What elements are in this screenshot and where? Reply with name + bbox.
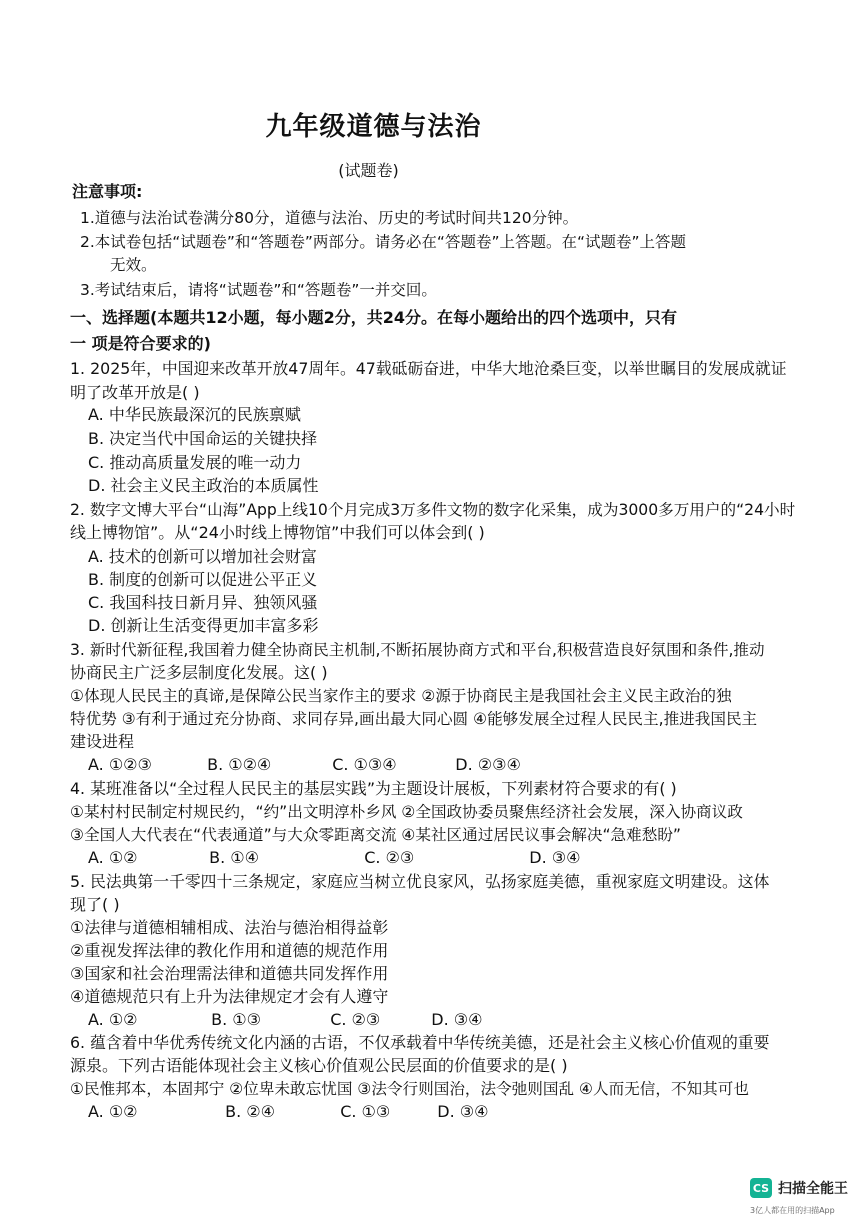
question-1-stem: 明了改革开放是( ) — [70, 383, 200, 402]
choice-a: A. ①② — [88, 1010, 138, 1029]
question-2-option: A. 技术的创新可以增加社会财富 — [88, 547, 317, 566]
notice-heading: 注意事项: — [72, 182, 143, 201]
choice-d: D. ③④ — [431, 1010, 483, 1029]
question-2-option: B. 制度的创新可以促进公平正义 — [88, 570, 318, 589]
section-heading: 一、选择题(本题共12小题，每小题2分，共24分。在每小题给出的四个选项中，只有 — [70, 308, 677, 327]
question-3-stem: 协商民主广泛多层制度化发展。这( ) — [70, 663, 328, 682]
question-4-stem: 4. 某班准备以“全过程人民民主的基层实践”为主题设计展板，下列素材符合要求的有( ) — [70, 779, 677, 798]
question-4-choices — [88, 848, 580, 868]
choice-a: A. ①② — [88, 1102, 138, 1121]
question-3-choices — [88, 755, 521, 775]
choice-c: C. ②③ — [364, 848, 415, 867]
scanner-watermark — [750, 1178, 848, 1198]
question-1-option: A. 中华民族最深沉的民族禀赋 — [88, 405, 301, 424]
choice-b: B. ②④ — [225, 1102, 275, 1121]
question-2-stem: 2. 数字文博大平台“山海”App上线10个月完成3万多件文物的数字化采集，成为3000多万用户的“24小时 — [70, 501, 796, 519]
question-3-statement: 建设进程 — [70, 732, 135, 751]
choice-b: B. ①④ — [209, 848, 259, 867]
notice-item: 2.本试卷包括“试题卷”和“答题卷”两部分。请务必在“答题卷”上答题。在“试题卷”上答题 — [80, 233, 687, 251]
page-title: 九年级道德与法治 — [265, 112, 482, 142]
choice-c: C. ①③④ — [332, 755, 397, 774]
choice-a: A. ①②③ — [88, 755, 152, 774]
question-5-stem: 5. 民法典第一千零四十三条规定，家庭应当树立优良家风，弘扬家庭美德，重视家庭文明建设。这体 — [70, 872, 770, 891]
question-5-stem: 现了( ) — [70, 895, 120, 914]
question-6-stem: 6. 蕴含着中华优秀传统文化内涵的古语，不仅承载着中华传统美德，还是社会主义核心价值观的重要 — [70, 1033, 770, 1052]
choice-c: C. ②③ — [330, 1010, 381, 1029]
notice-item: 1.道德与法治试卷满分80分，道德与法治、历史的考试时间共120分钟。 — [80, 209, 579, 227]
notice-item: 3.考试结束后，请将“试题卷”和“答题卷”一并交回。 — [80, 281, 437, 299]
question-6-stem: 源泉。下列古语能体现社会主义核心价值观公民层面的价值要求的是( ) — [70, 1056, 568, 1075]
question-6-choices — [88, 1102, 488, 1122]
question-5-statement: ②重视发挥法律的教化作用和道德的规范作用 — [70, 941, 389, 960]
choice-d: D. ③④ — [529, 848, 581, 867]
question-4-statement: ①某村村民制定村规民约，“约”出文明淳朴乡风 ②全国政协委员聚焦经济社会发展，深入协商议政 — [70, 803, 743, 821]
question-1-option: C. 推动高质量发展的唯一动力 — [88, 453, 302, 472]
notice-item: 无效。 — [110, 256, 157, 274]
scanner-logo-icon: CS — [750, 1178, 772, 1198]
question-5-statement: ①法律与道德相辅相成、法治与德治相得益彰 — [70, 918, 389, 937]
question-1-stem: 1. 2025年，中国迎来改革开放47周年。47载砥砺奋进，中华大地沧桑巨变，以举世瞩目的发展成就证 — [70, 359, 787, 378]
question-6-statement: ①民惟邦本，本固邦宁 ②位卑未敢忘忧国 ③法令行则国治，法令弛则国乱 ④人而无信，不知其可也 — [70, 1080, 749, 1098]
page-subtitle: (试题卷) — [338, 161, 399, 180]
question-3-statement: ①体现人民民主的真谛,是保障公民当家作主的要求 ②源于协商民主是我国社会主义民主政治的独 — [70, 687, 732, 705]
question-4-statement: ③全国人大代表在“代表通道”与大众零距离交流 ④某社区通过居民议事会解决“急难愁盼” — [70, 826, 682, 844]
question-5-choices — [88, 1010, 482, 1030]
question-5-statement: ④道德规范只有上升为法律规定才会有人遵守 — [70, 987, 389, 1006]
choice-c: C. ①③ — [340, 1102, 391, 1121]
question-5-statement: ③国家和社会治理需法律和道德共同发挥作用 — [70, 964, 389, 983]
question-3-statement: 特优势 ③有利于通过充分协商、求同存异,画出最大同心圆 ④能够发展全过程人民民主,推进我国民主 — [70, 710, 758, 728]
question-1-option: D. 社会主义民主政治的本质属性 — [88, 476, 319, 495]
choice-b: B. ①②④ — [207, 755, 272, 774]
question-2-option: C. 我国科技日新月异、独领风骚 — [88, 593, 318, 612]
choice-d: D. ②③④ — [455, 755, 521, 774]
choice-a: A. ①② — [88, 848, 138, 867]
scanner-app-name: 扫描全能王 — [778, 1181, 848, 1197]
choice-b: B. ①③ — [211, 1010, 261, 1029]
question-2-stem: 线上博物馆”。从“24小时线上博物馆”中我们可以体会到( ) — [70, 523, 485, 542]
question-3-stem: 3. 新时代新征程,我国着力健全协商民主机制,不断拓展协商方式和平台,积极营造良好氛围和条件,推动 — [70, 641, 765, 659]
section-heading-cont: 一 项是符合要求的) — [70, 334, 211, 353]
choice-d: D. ③④ — [437, 1102, 489, 1121]
scanner-slogan: 3亿人都在用的扫描App — [750, 1206, 835, 1215]
question-2-option: D. 创新让生活变得更加丰富多彩 — [88, 616, 319, 635]
question-1-option: B. 决定当代中国命运的关键抉择 — [88, 429, 318, 448]
